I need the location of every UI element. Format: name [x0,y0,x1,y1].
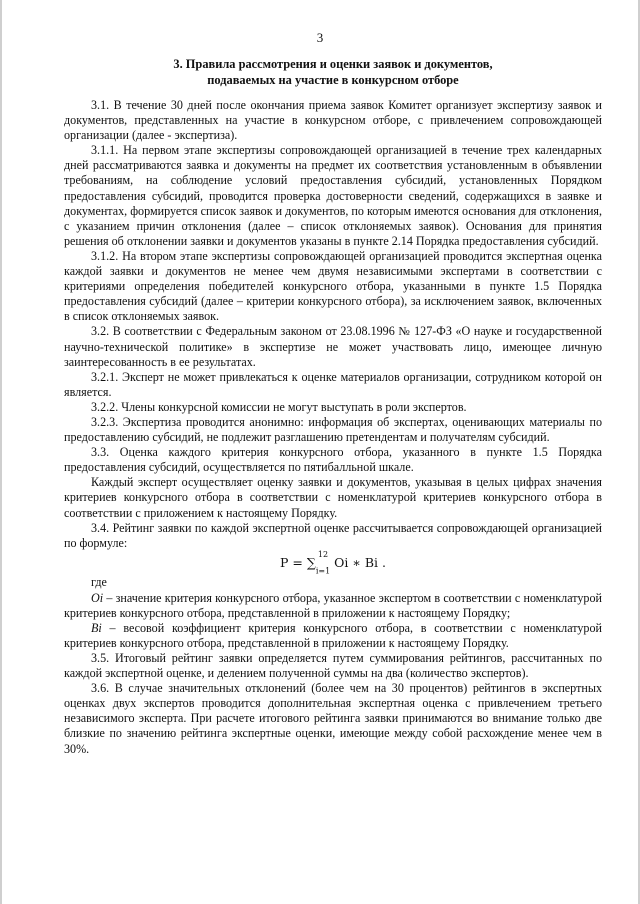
paragraph-oi-definition [64,591,602,621]
paragraph-3-2: 3.2. В соответствии с Федеральным законом от 23.08.1996 № 127-ФЗ «О науке и государственной научно-технической политике» в экспертизе не может участвовать лицо, имеющее личную заинтересованность в ее результатах. [64,324,602,369]
section-title-line-2: подаваемых на участие в конкурсном отборе [207,73,459,87]
var-oi: Oi [91,590,104,605]
paragraph-expert-evaluation: Каждый эксперт осуществляет оценку заявки и документов, указывая в целых цифрах значения критериев конкурсного отбора в соответствии с номенклатурой критериев конкурсного отбора в соответствии с приложением к настоящему Порядку. [64,475,602,520]
formula-upper-limit: 12 [317,549,329,559]
formula-limits [316,551,330,576]
paragraph-3-2-1: 3.2.1. Эксперт не может привлекаться к оценке материалов организации, сотрудником которой он является. [64,369,602,399]
scan-edge-left [0,0,2,904]
formula-rhs: Oi ∗ Bi . [330,554,386,570]
formula-sum-symbol: ∑ [306,554,316,570]
paragraph-3-2-2: 3.2.2. Члены конкурсной комиссии не могут выступать в роли экспертов. [91,399,467,414]
paragraph-3-1: 3.1. В течение 30 дней после окончания приема заявок Комитет организует экспертизу заявок и документов, представленных на участие в конкурсном отборе, с привлечением сопровождающей организации (далее - экспертиза). [64,98,602,143]
bi-definition-text: – весовой коэффициент критерия конкурсного отбора, в соответствии с номенклатурой критериев конкурсного отбора, представленной в приложении к настоящему Порядку. [64,620,602,650]
paragraph-bi-definition [64,621,602,651]
paragraph-3-6: 3.6. В случае значительных отклонений (более чем на 30 процентов) рейтингов в экспертных оценках двух экспертов проводится дополнительная экспертная оценка с привлечением третьего независимого эксперта. При расчете итогового рейтинга заявки принимаются во внимание только две близкие по значению рейтинга экспертные оценки, имеющие между собой расхождение менее чем в 30%. [64,681,602,756]
document-body [64,98,602,757]
section-title-line-1: 3. Правила рассмотрения и оценки заявок и документов, [173,57,493,71]
paragraph-3-4: 3.4. Рейтинг заявки по каждой экспертной оценке рассчитывается сопровождающей организацией по формуле: [64,520,602,550]
rating-formula [64,551,602,576]
paragraph-3-1-1: 3.1.1. На первом этапе экспертизы сопровождающей организацией в течение трех календарных дней рассматриваются заявка и документы на предмет их соответствия установленным в объявлении требованиям, на соблюдение условий предоставления субсидий, установленных Порядком предоставления субсидий, проводится проверка достоверности сведений, содержащихся в заявке и документах, формируется список заявок и документов, по которым имеются основания для отклонения, с указанием причин отклонения (далее – список отклоняемых заявок). Основания для принятия решения об отклонении заявки и документов указаны в пункте 2.14 Порядка предоставления субсидий. [64,143,602,248]
section-title [64,56,602,88]
paragraph-3-5: 3.5. Итоговый рейтинг заявки определяется путем суммирования рейтингов, рассчитанных по каждой экспертной оценке, и делением полученной суммы на два (количество экспертов). [64,650,602,681]
formula-lhs: P = [280,554,307,570]
paragraph-3-2-3: 3.2.3. Экспертиза проводится анонимно: информация об экспертах, оценивающих материалы по предоставлению субсидий, не подлежит разглашению претендентам и получателям субсидий. [64,414,602,445]
var-bi: Bi [91,620,102,635]
paragraph-3-1-2: 3.1.2. На втором этапе экспертизы сопровождающей организацией проводится экспертная оценка каждой заявки и документов не менее чем двумя независимыми экспертами в соответствии с критериями определения победителей конкурсного отбора, указанными в пункте 1.5 Порядка предоставления субсидий (далее – критерии конкурсного отбора), за исключением заявок, включенных в список отклоняемых заявок. [64,248,602,324]
oi-definition-text: – значение критерия конкурсного отбора, указанное экспертом в соответствии с номенклатурой критериев конкурсного отбора, представленной в приложении к настоящему Порядку; [64,590,602,620]
paragraph-where: где [91,575,107,590]
paragraph-3-3: 3.3. Оценка каждого критерия конкурсного отбора, указанного в пункте 1.5 Порядка предоставления субсидий, осуществляется по пятибалльной шкале. [64,445,602,475]
formula-lower-limit: i=1 [315,566,331,576]
page-number: 3 [316,30,324,45]
